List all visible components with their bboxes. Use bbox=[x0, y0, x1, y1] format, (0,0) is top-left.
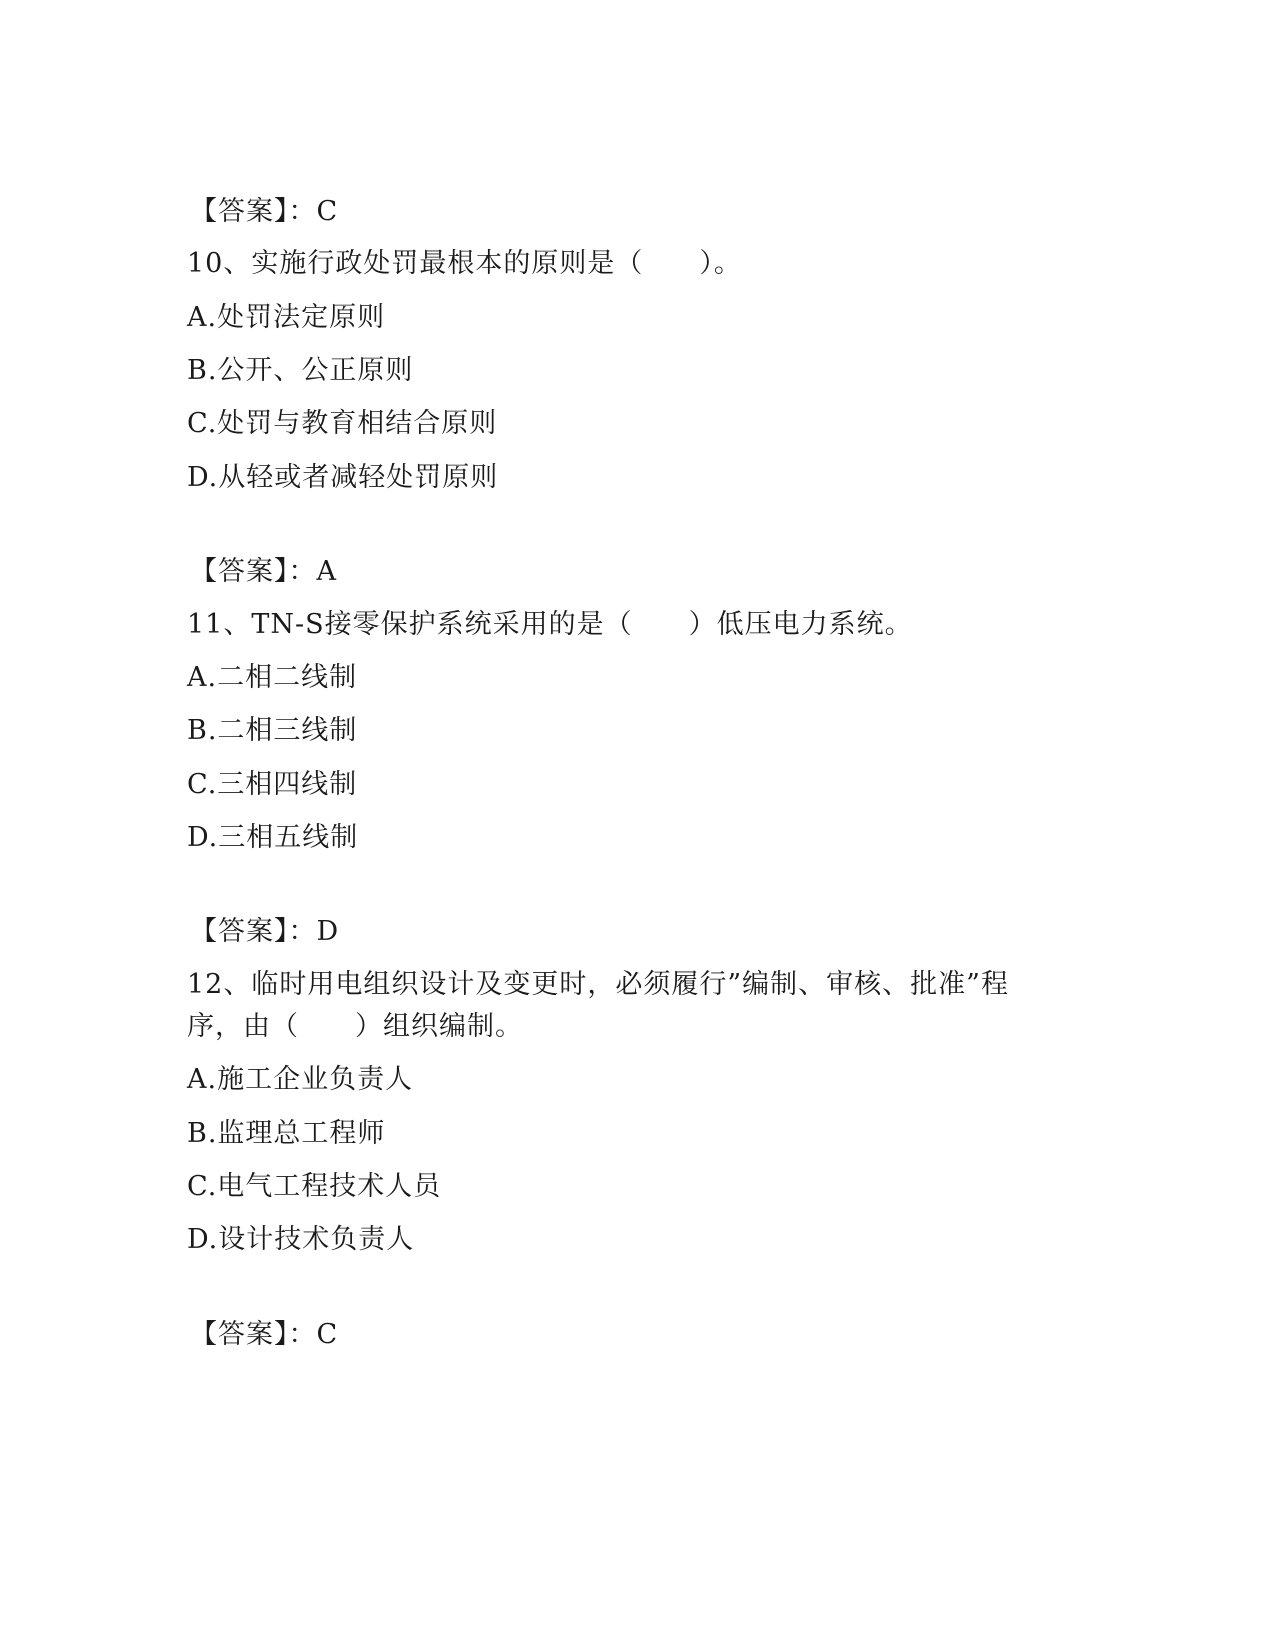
answer-line bbox=[190, 194, 338, 230]
option-d: D.从轻或者减轻处罚原则 bbox=[187, 462, 499, 493]
answer-value: C bbox=[316, 1319, 339, 1350]
option-c: C.电气工程技术人员 bbox=[187, 1171, 442, 1202]
answer-separator: ： bbox=[288, 556, 317, 587]
option-a: A.处罚法定原则 bbox=[187, 302, 386, 333]
option-b: B.公开、公正原则 bbox=[187, 355, 414, 386]
option-b: B.二相三线制 bbox=[187, 715, 358, 746]
question-stem-continued: 序，由（ ）组织编制。 bbox=[187, 1011, 523, 1042]
option-b: B.监理总工程师 bbox=[187, 1118, 386, 1149]
option-c: C.处罚与教育相结合原则 bbox=[187, 408, 498, 439]
answer-line bbox=[190, 914, 339, 950]
answer-value: C bbox=[316, 196, 339, 227]
option-d: D.设计技术负责人 bbox=[187, 1224, 415, 1255]
answer-line bbox=[190, 554, 337, 590]
answer-label: 【答案】 bbox=[190, 916, 289, 947]
option-d: D.三相五线制 bbox=[187, 822, 359, 853]
answer-label: 【答案】 bbox=[190, 1319, 289, 1350]
answer-value: A bbox=[316, 556, 337, 587]
answer-separator: ： bbox=[288, 1319, 317, 1350]
question-stem: 12、临时用电组织设计及变更时，必须履行”编制、审核、批准”程 bbox=[187, 969, 1009, 1000]
answer-line bbox=[190, 1317, 338, 1353]
question-stem: 11、TN-S接零保护系统采用的是（ ）低压电力系统。 bbox=[187, 609, 913, 640]
option-a: A.二相二线制 bbox=[187, 662, 358, 693]
answer-value: D bbox=[316, 916, 340, 947]
option-a: A.施工企业负责人 bbox=[187, 1064, 414, 1095]
question-stem: 10、实施行政处罚最根本的原则是（ ）。 bbox=[187, 248, 742, 279]
answer-separator: ： bbox=[288, 916, 317, 947]
option-c: C.三相四线制 bbox=[187, 769, 358, 800]
answer-label: 【答案】 bbox=[190, 196, 289, 227]
answer-separator: ： bbox=[288, 196, 317, 227]
answer-label: 【答案】 bbox=[190, 556, 289, 587]
